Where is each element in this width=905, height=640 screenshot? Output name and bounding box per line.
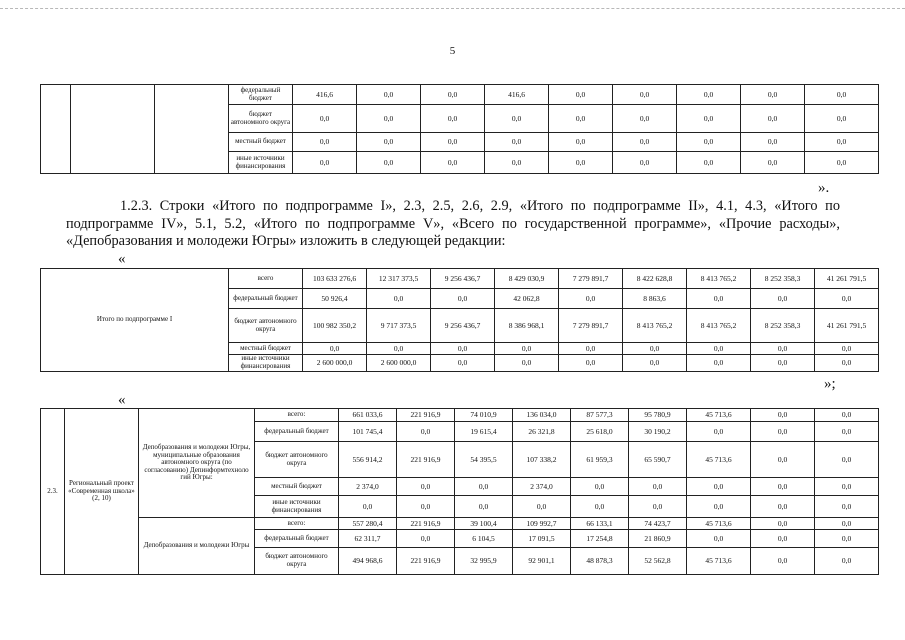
value-cell: 0,0 [303,343,367,355]
source-label: федеральный бюджет [229,85,293,105]
source-label: местный бюджет [229,133,293,152]
value-cell: 0,0 [815,530,879,548]
value-cell: 0,0 [513,496,571,518]
value-cell: 0,0 [431,289,495,309]
subprogram-total-table [40,268,905,372]
source-label: иные источники финансирования [255,496,339,518]
value-cell: 0,0 [687,355,751,372]
value-cell: 0,0 [293,152,357,174]
value-cell: 0,0 [367,343,431,355]
value-cell: 0,0 [677,105,741,133]
value-cell: 54 395,5 [455,442,513,478]
project-name-cell: Региональный проект «Современная школа» (2, 10) [65,409,139,575]
value-cell: 9 256 436,7 [431,269,495,289]
value-cell: 136 034,0 [513,409,571,422]
value-cell: 0,0 [455,496,513,518]
value-cell: 8 863,6 [623,289,687,309]
value-cell: 32 995,9 [455,548,513,575]
value-cell: 7 279 891,7 [559,269,623,289]
value-cell: 0,0 [613,85,677,105]
value-cell: 87 577,3 [571,409,629,422]
value-cell: 0,0 [623,343,687,355]
value-cell: 661 033,6 [339,409,397,422]
executor-cell [155,85,229,174]
value-cell: 8 413 765,2 [623,309,687,343]
value-cell: 0,0 [805,85,879,105]
value-cell: 0,0 [571,496,629,518]
value-cell: 0,0 [495,355,559,372]
executor-cell: Депобразования и молодежи Югры, муниципальные образования автономного округа (по согласованию) Депинформтехноло гий Югры: [139,409,255,518]
value-cell: 0,0 [687,343,751,355]
value-cell: 48 878,3 [571,548,629,575]
table-row [41,409,879,422]
source-label: федеральный бюджет [229,289,303,309]
source-label: бюджет автономного округа [229,105,293,133]
value-cell: 0,0 [559,289,623,309]
value-cell: 8 386 968,1 [495,309,559,343]
value-cell: 92 901,1 [513,548,571,575]
value-cell: 0,0 [751,343,815,355]
source-label: иные источники финансирования [229,355,303,372]
regional-project-table [40,408,879,575]
opening-quote: « [118,251,126,267]
value-cell: 0,0 [805,105,879,133]
value-cell: 0,0 [357,85,421,105]
value-cell: 0,0 [629,478,687,496]
value-cell: 416,6 [485,85,549,105]
closing-quote: »; [824,376,836,392]
value-cell: 8 413 765,2 [687,309,751,343]
value-cell: 0,0 [805,133,879,152]
value-cell: 8 413 765,2 [687,269,751,289]
value-cell: 0,0 [549,105,613,133]
source-label: федеральный бюджет [255,422,339,442]
value-cell: 8 429 030,9 [495,269,559,289]
value-cell: 0,0 [815,422,879,442]
value-cell: 0,0 [421,105,485,133]
value-cell: 0,0 [421,133,485,152]
value-cell: 41 261 791,5 [815,269,879,289]
page-number: 5 [449,45,456,57]
value-cell: 8 252 358,3 [751,269,815,289]
value-cell: 101 745,4 [339,422,397,442]
value-cell: 21 860,9 [629,530,687,548]
value-cell: 0,0 [815,442,879,478]
value-cell: 0,0 [687,530,751,548]
value-cell: 74 423,7 [629,518,687,530]
value-cell: 62 311,7 [339,530,397,548]
value-cell: 0,0 [687,478,751,496]
source-label: федеральный бюджет [255,530,339,548]
value-cell: 0,0 [815,548,879,575]
table-row [41,518,879,530]
value-cell: 0,0 [751,548,815,575]
value-cell: 65 590,7 [629,442,687,478]
value-cell: 221 916,9 [397,409,455,422]
value-cell: 0,0 [805,152,879,174]
value-cell: 0,0 [571,478,629,496]
value-cell: 0,0 [357,133,421,152]
opening-quote: « [118,392,126,408]
value-cell: 8 422 628,8 [623,269,687,289]
value-cell: 0,0 [559,343,623,355]
value-cell: 50 926,4 [303,289,367,309]
value-cell: 0,0 [559,355,623,372]
value-cell: 74 010,9 [455,409,513,422]
value-cell: 0,0 [629,496,687,518]
value-cell: 100 982 350,2 [303,309,367,343]
value-cell: 0,0 [815,409,879,422]
value-cell: 0,0 [815,496,879,518]
scan-top-edge [0,8,905,9]
value-cell: 7 279 891,7 [559,309,623,343]
value-cell: 0,0 [687,422,751,442]
value-cell: 0,0 [397,422,455,442]
value-cell: 0,0 [455,478,513,496]
value-cell: 45 713,6 [687,518,751,530]
value-cell: 0,0 [421,152,485,174]
name-cell [71,85,155,174]
value-cell: 25 618,0 [571,422,629,442]
value-cell: 0,0 [741,133,805,152]
value-cell: 557 280,4 [339,518,397,530]
amendment-text: 1.2.3. Строки «Итого по подпрограмме I», 2.3, 2.5, 2.6, 2.9, «Итого по подпрограмме II», 4.1, 4.3, «Итого по подпрограмме IV», 5.1, 5.2, «Итого по подпрограмме V», «Всего по государственной программе», «Прочие расходы», «Депобразования и молодежи Югры» изложить в следующей редакции: [66,198,840,250]
value-cell: 45 713,6 [687,548,751,575]
value-cell: 0,0 [687,289,751,309]
value-cell: 95 780,9 [629,409,687,422]
value-cell: 30 190,2 [629,422,687,442]
value-cell: 0,0 [357,152,421,174]
value-cell: 0,0 [751,518,815,530]
table-row [41,269,905,289]
value-cell: 0,0 [815,343,879,355]
value-cell: 0,0 [815,355,879,372]
value-cell: 41 261 791,5 [815,309,879,343]
amendment-paragraph [66,198,840,251]
value-cell: 66 133,1 [571,518,629,530]
value-cell: 0,0 [549,85,613,105]
value-cell: 556 914,2 [339,442,397,478]
source-label: местный бюджет [255,478,339,496]
row-number-cell: 2.3. [41,409,65,575]
value-cell: 0,0 [623,355,687,372]
value-cell: 0,0 [751,355,815,372]
source-label: бюджет автономного округа [255,548,339,575]
value-cell: 0,0 [431,355,495,372]
value-cell: 9 717 373,5 [367,309,431,343]
value-cell: 0,0 [367,289,431,309]
value-cell: 45 713,6 [687,409,751,422]
value-cell: 0,0 [549,152,613,174]
value-cell: 12 317 373,5 [367,269,431,289]
executor-cell: Депобразования и молодежи Югры [139,518,255,575]
value-cell: 0,0 [613,133,677,152]
value-cell: 0,0 [815,478,879,496]
value-cell: 0,0 [751,422,815,442]
value-cell: 17 091,5 [513,530,571,548]
source-label: бюджет автономного округа [229,309,303,343]
value-cell: 0,0 [397,496,455,518]
value-cell: 103 633 276,6 [303,269,367,289]
value-cell: 0,0 [751,478,815,496]
value-cell: 221 916,9 [397,548,455,575]
value-cell: 0,0 [485,105,549,133]
value-cell: 19 615,4 [455,422,513,442]
value-cell: 52 562,8 [629,548,687,575]
value-cell: 61 959,3 [571,442,629,478]
value-cell: 416,6 [293,85,357,105]
budget-table-continuation [40,84,879,174]
value-cell: 0,0 [293,133,357,152]
value-cell: 0,0 [421,85,485,105]
value-cell: 0,0 [751,409,815,422]
row-number-cell [41,85,71,174]
value-cell: 0,0 [677,133,741,152]
value-cell: 26 321,8 [513,422,571,442]
value-cell: 221 916,9 [397,518,455,530]
value-cell: 0,0 [485,133,549,152]
value-cell: 0,0 [613,105,677,133]
value-cell: 0,0 [751,442,815,478]
value-cell: 0,0 [357,105,421,133]
value-cell: 0,0 [741,85,805,105]
value-cell: 2 600 000,0 [303,355,367,372]
value-cell: 0,0 [293,105,357,133]
value-cell: 2 374,0 [513,478,571,496]
value-cell: 9 256 436,7 [431,309,495,343]
value-cell: 0,0 [751,289,815,309]
value-cell: 0,0 [741,105,805,133]
value-cell: 107 338,2 [513,442,571,478]
value-cell: 8 252 358,3 [751,309,815,343]
source-label: всего [229,269,303,289]
value-cell: 221 916,9 [397,442,455,478]
value-cell: 0,0 [397,530,455,548]
value-cell: 0,0 [751,530,815,548]
value-cell: 45 713,6 [687,442,751,478]
source-label: местный бюджет [229,343,303,355]
value-cell: 109 992,7 [513,518,571,530]
value-cell: 0,0 [741,152,805,174]
value-cell: 0,0 [613,152,677,174]
value-cell: 6 104,5 [455,530,513,548]
value-cell: 17 254,8 [571,530,629,548]
value-cell: 0,0 [687,496,751,518]
subprogram-title: Итого по подпрограмме I [41,269,229,372]
value-cell: 42 062,8 [495,289,559,309]
value-cell: 39 100,4 [455,518,513,530]
value-cell: 0,0 [815,289,879,309]
table-row [41,85,879,105]
closing-quote: ». [818,180,830,196]
value-cell: 0,0 [339,496,397,518]
value-cell: 0,0 [815,518,879,530]
value-cell: 0,0 [397,478,455,496]
source-label: всего: [255,518,339,530]
value-cell: 0,0 [431,343,495,355]
value-cell: 0,0 [485,152,549,174]
value-cell: 0,0 [751,496,815,518]
source-label: бюджет автономного округа [255,442,339,478]
value-cell: 0,0 [549,133,613,152]
value-cell: 0,0 [495,343,559,355]
source-label: всего: [255,409,339,422]
value-cell: 2 374,0 [339,478,397,496]
value-cell: 0,0 [677,152,741,174]
value-cell: 494 968,6 [339,548,397,575]
value-cell: 0,0 [677,85,741,105]
value-cell: 2 600 000,0 [367,355,431,372]
source-label: иные источники финансирования [229,152,293,174]
